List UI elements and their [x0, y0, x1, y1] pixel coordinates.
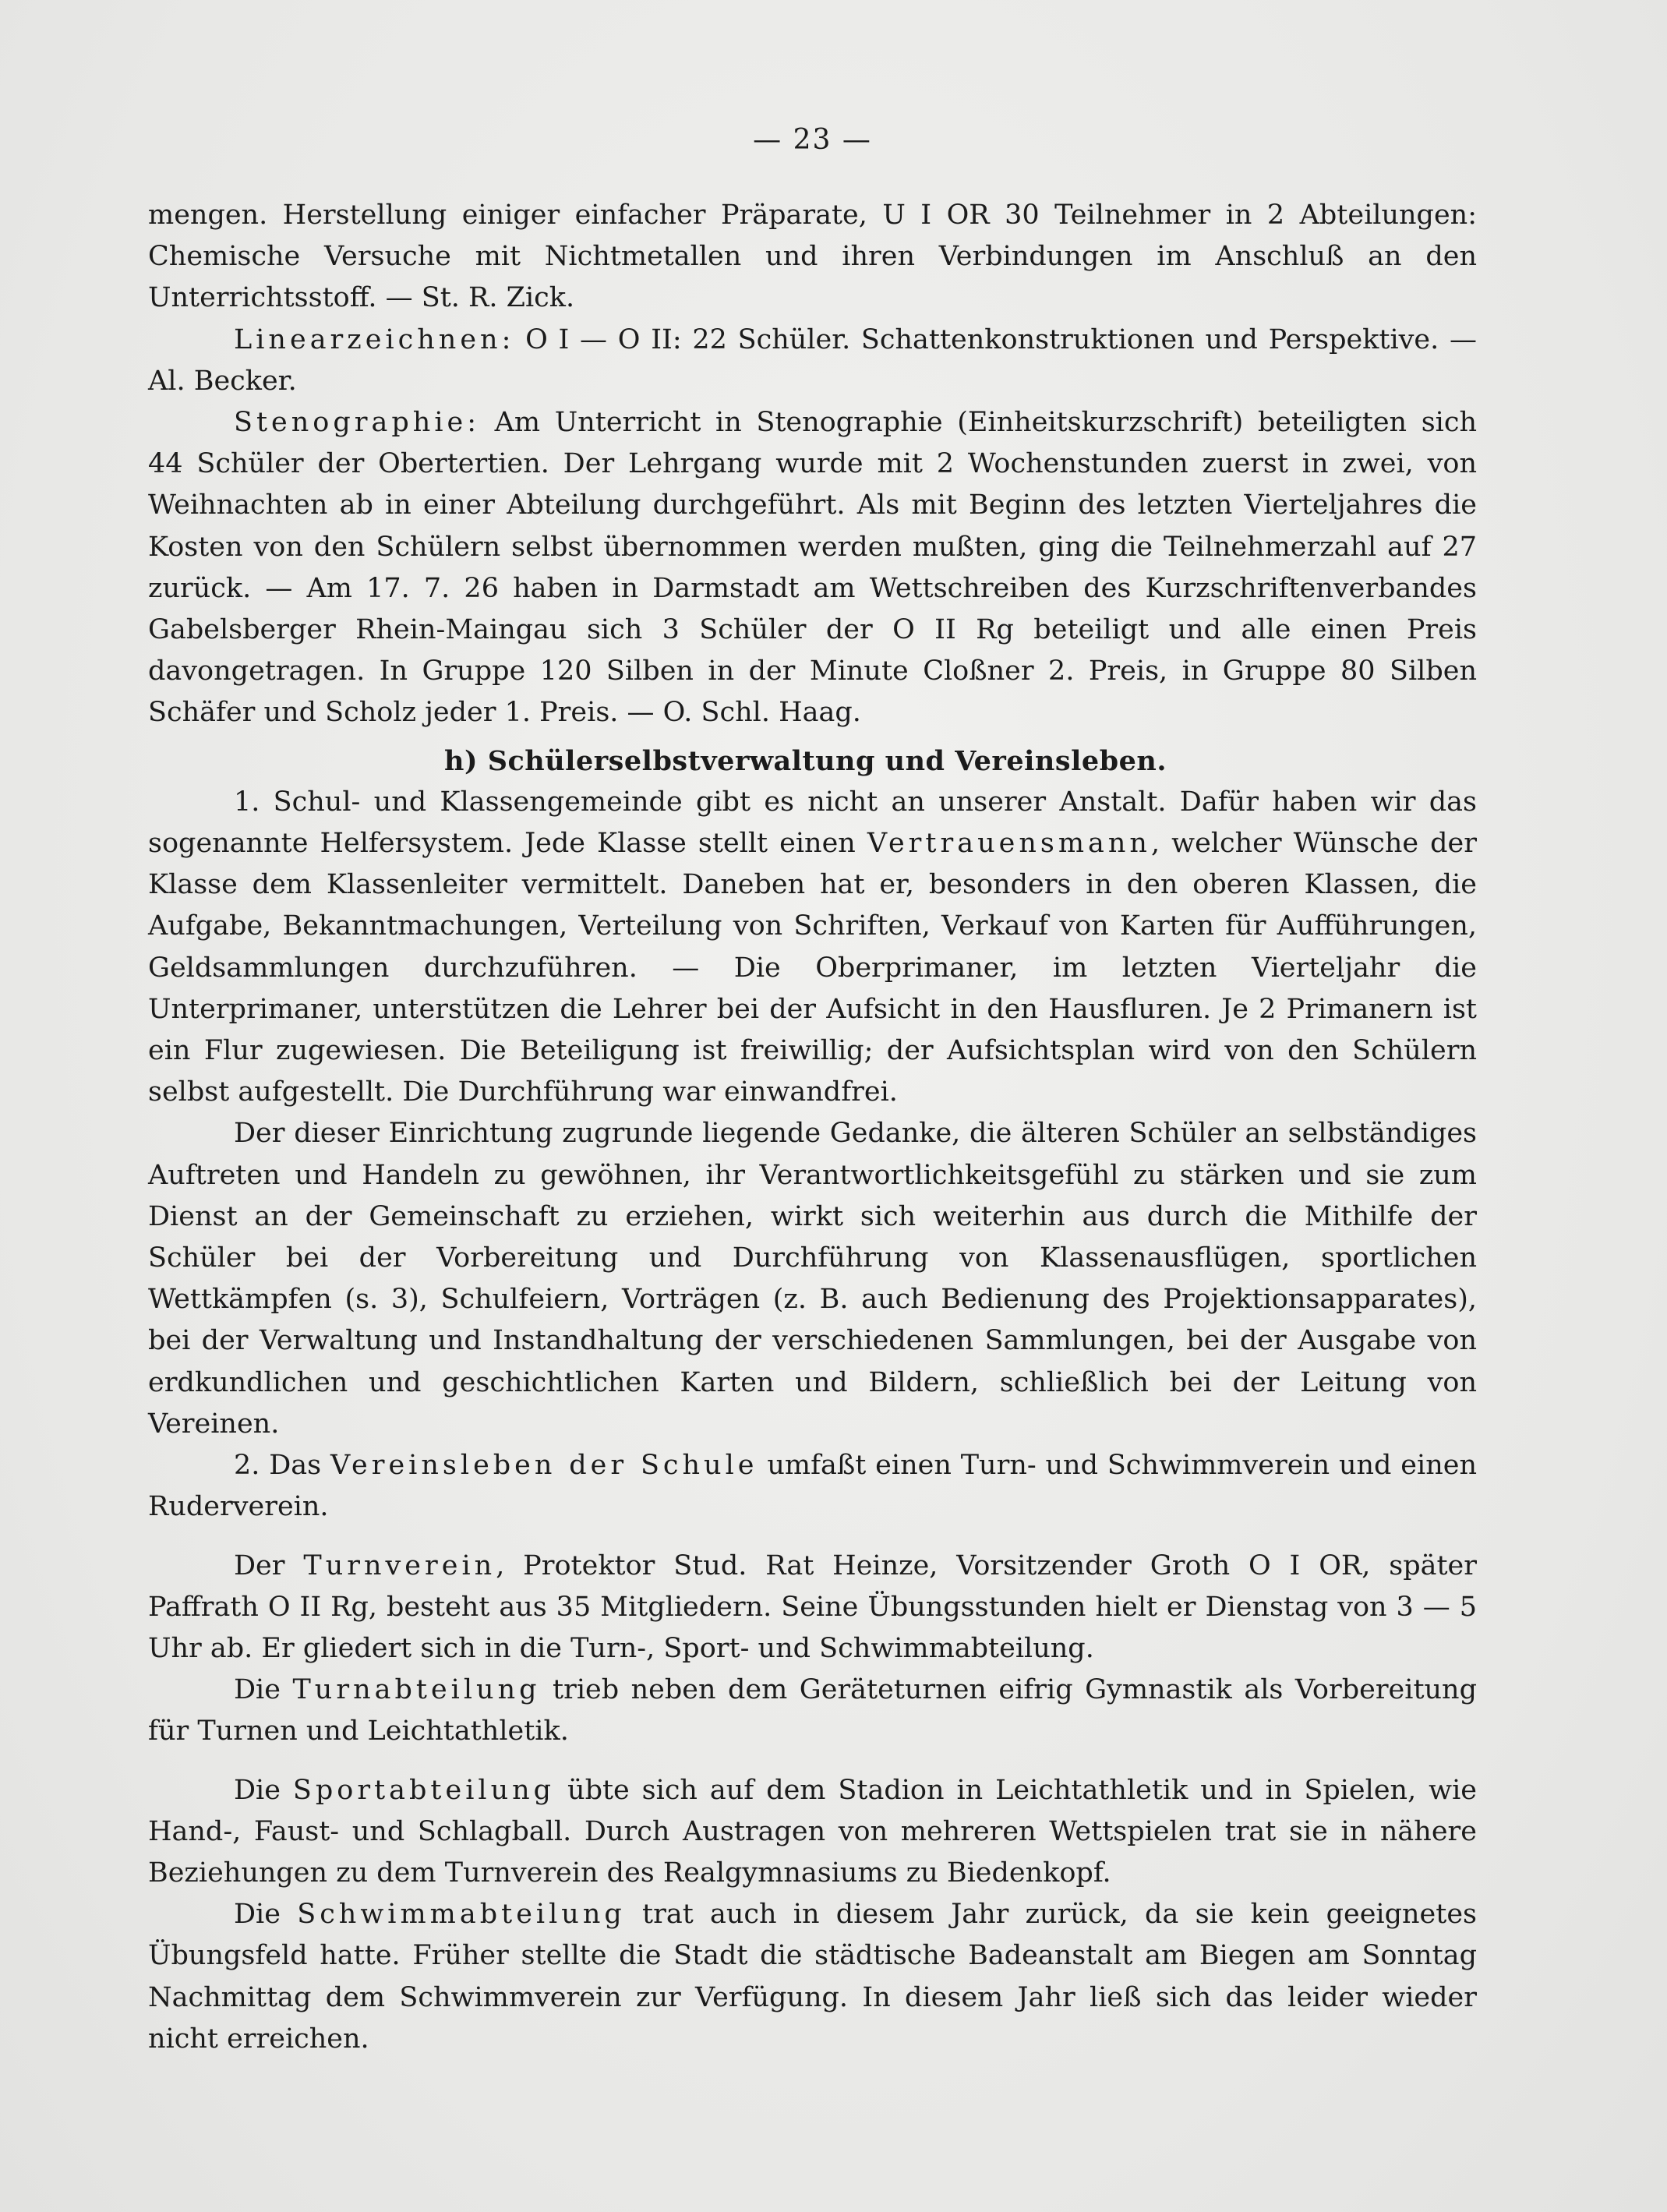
emphasis-vereinsleben: Vereinsleben der Schule [330, 1450, 758, 1482]
paragraph-text: O I — O II: 22 Schüler. Schattenkonstruktionen und Perspektive. — Al. Becker. [148, 323, 1477, 397]
paragraph-text: Die [234, 1674, 293, 1706]
paragraph-text: 1. Schul- und Klassengemeinde gibt es nicht an unserer Anstalt. Dafür haben wir das sogenannte Helfersystem. Jede Klasse stellt einen [148, 786, 1477, 860]
emphasis-sportabteilung: Sportabteilung [292, 1774, 556, 1806]
paragraph-text: übte sich auf dem Stadion in Leichtathletik und in Spielen, wie Hand-, Faust- und Schlagball. Durch Austragen von mehreren Wettspielen trat sie in nähere Beziehungen zu dem Turnverein des Realgymnasiums zu Biedenkopf. [148, 1774, 1477, 1889]
paragraph-text: Der dieser Einrichtung zugrunde liegende Gedanke, die älteren Schüler an selbständiges Auftreten und Handeln zu gewöhnen, ihr Verantwortlichkeitsgefühl zu stärken und sie zum Dienst an der Gemeinschaft zu erziehen, wirkt sich weiterhin aus durch die Mithilfe der Schüler bei der Vorbereitung und Durchführung von Klassenausflügen, sportlichen Wettkämpfen (s. 3), Schulfeiern, Vorträgen (z. B. auch Bedienung des Projektionsapparates), bei der Verwaltung und Instandhaltung der verschiedenen Sammlungen, bei der Ausgabe von erdkundlichen und geschichtlichen Karten und Bildern, schließlich bei der Leitung von Vereinen. [148, 1118, 1477, 1440]
paragraph-sports-division [148, 1770, 1477, 1895]
paragraph-text: Die [234, 1774, 293, 1806]
document-body [148, 117, 1477, 2060]
paragraph-self-governance-idea [148, 1113, 1477, 1445]
emphasis-turnabteilung: Turnabteilung [292, 1674, 541, 1706]
paragraph-text: umfaßt einen Turn- und Schwimmverein und einen Ruderverein. [148, 1450, 1477, 1523]
emphasis-linearzeichnen: Linearzeichnen: [234, 323, 515, 355]
paragraph-stenography [148, 402, 1477, 734]
paragraph-helper-system [148, 782, 1477, 1114]
paragraph-text: Am Unterricht in Stenographie (Einheitskurzschrift) beteiligten sich 44 Schüler der Obertertien. Der Lehrgang wurde mit 2 Wochenstunden zuerst in zwei, von Weihnachten ab in einer Abteilung durchgeführt. Als mit Beginn des letzten Vierteljahres die Kosten von den Schülern selbst übernommen werden mußten, ging die Teilnehmerzahl auf 27 zurück. — Am 17. 7. 26 haben in Darmstadt am Wettschreiben des Kurzschriftenverbandes Gabelsberger Rhein-Maingau sich 3 Schüler der O II Rg beteiligt und alle einen Preis davongetragen. In Gruppe 120 Silben in der Minute Cloßner 2. Preis, in Gruppe 80 Silben Schäfer und Scholz jeder 1. Preis. — O. Schl. Haag. [148, 407, 1477, 729]
emphasis-stenographie: Stenographie: [234, 407, 481, 439]
paragraph-text: trieb neben dem Geräteturnen eifrig Gymnastik als Vorbereitung für Turnen und Leichtathletik. [148, 1674, 1478, 1747]
section-heading: h) Schülerselbstverwaltung und Vereinsleben. [444, 744, 1167, 777]
paragraph-chemistry-course [148, 195, 1477, 320]
emphasis-turnverein: Turnverein [303, 1549, 496, 1581]
paragraph-swimming-division [148, 1894, 1477, 2060]
paragraph-text: 2. Das [234, 1450, 330, 1482]
paragraph-text: Der [234, 1549, 304, 1581]
paragraph-text: , welcher Wünsche der Klasse dem Klassenleiter vermittelt. Daneben hat er, besonders in den oberen Klassen, die Aufgabe, Bekanntmachungen, Verteilung von Schriften, Verkauf von Karten für Aufführungen, Geldsammlungen durchzuführen. — Die Oberprimaner, im letzten Vierteljahr die Unterprimaner, unterstützen die Lehrer bei der Aufsicht in den Hausfluren. Je 2 Primanern ist ein Flur zugewiesen. Die Beteiligung ist freiwillig; der Aufsichtsplan wird von den Schülern selbst aufgestellt. Die Durchführung war einwandfrei. [148, 828, 1477, 1108]
paragraph-text: Die [234, 1899, 298, 1931]
paragraph-text: mengen. Herstellung einiger einfacher Präparate, U I OR 30 Teilnehmer in 2 Abteilungen: Chemische Versuche mit Nichtmetallen und ihren Verbindungen im Anschluß an den Unterrichtsstoff. — St. R. Zick. [148, 200, 1477, 314]
paragraph-text: trat auch in diesem Jahr zurück, da sie kein geeignetes Übungsfeld hatte. Früher stellte die Stadt die städtische Badeanstalt am Biegen am Sonntag Nachmittag dem Schwimmverein zur Verfügung. In diesem Jahr ließ sich das leider wieder nicht erreichen. [148, 1899, 1477, 2055]
paragraph-gymnastics-division [148, 1670, 1477, 1752]
paragraph-club-life [148, 1445, 1477, 1528]
emphasis-schwimmabteilung: Schwimmabteilung [297, 1899, 626, 1931]
page-number: — 23 — [753, 124, 872, 156]
paragraph-gymnastics-club [148, 1546, 1477, 1670]
paragraph-text: , Protektor Stud. Rat Heinze, Vorsitzender Groth O I OR, später Paffrath O II Rg, besteht aus 35 Mitgliedern. Seine Übungsstunden hielt er Dienstag von 3 — 5 Uhr ab. Er gliedert sich in die Turn-, Sport- und Schwimmabteilung. [148, 1549, 1477, 1664]
paragraph-linear-drawing [148, 320, 1477, 402]
emphasis-vertrauensmann: Vertrauensmann [867, 828, 1151, 860]
